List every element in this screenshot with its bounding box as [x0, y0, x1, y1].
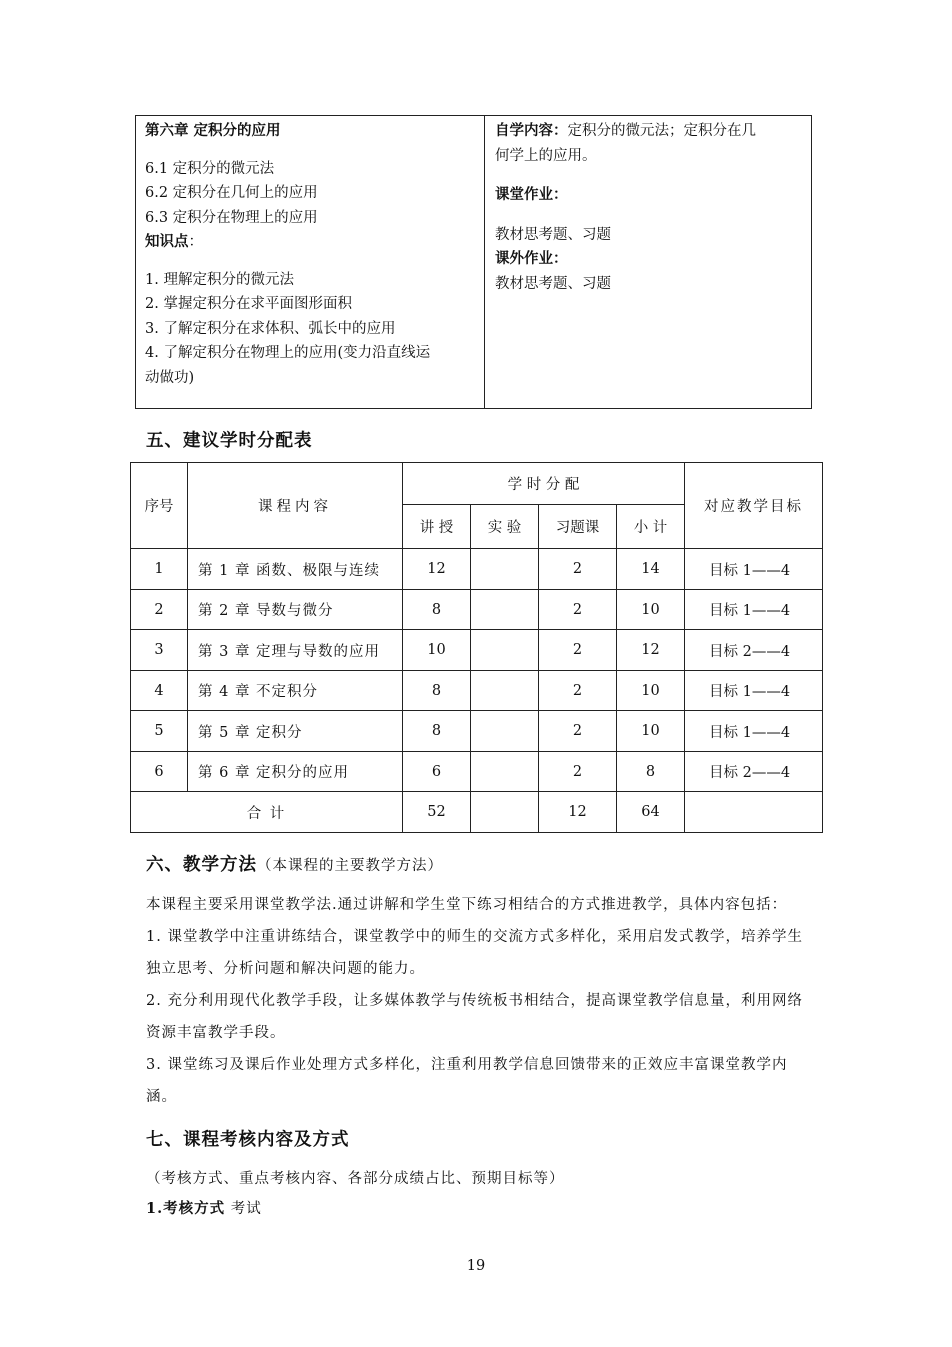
section6-title: 六、教学方法 — [146, 855, 257, 875]
knowledge-item: 动做功) — [145, 369, 195, 386]
row-exercise: 2 — [539, 671, 617, 711]
row-no: 2 — [131, 590, 188, 630]
header-goal: 对应教学目标 — [685, 463, 823, 549]
class-homework-label: 课堂作业： — [495, 186, 568, 203]
header-hours: 学 时 分 配 — [403, 463, 685, 505]
row-subtotal: 8 — [617, 752, 685, 792]
row-no: 6 — [131, 752, 188, 792]
self-study-text: 定积分的微元法；定积分在几 — [567, 123, 756, 139]
row-no: 1 — [131, 549, 188, 590]
section6-item: 3. 课堂练习及课后作业处理方式多样化，注重利用教学信息回馈带来的正效应丰富课堂教学内涵。 — [146, 1057, 788, 1105]
assessment-method — [146, 1194, 806, 1224]
section6-body — [146, 889, 806, 1113]
row-content: 第 4 章 不定积分 — [188, 671, 403, 711]
row-subtotal: 14 — [617, 549, 685, 590]
row-experiment — [471, 671, 539, 711]
row-lecture: 6 — [403, 752, 471, 792]
knowledge-item: 3. 了解定积分在求体积、弧长中的应用 — [145, 320, 396, 337]
row-lecture: 8 — [403, 711, 471, 752]
row-content: 第 6 章 定积分的应用 — [188, 752, 403, 792]
row-goal: 目标 2——4 — [685, 630, 823, 671]
row-exercise: 2 — [539, 711, 617, 752]
knowledge-colon: ： — [188, 234, 203, 250]
page-number: 19 — [466, 1258, 486, 1274]
row-content: 第 3 章 定理与导数的应用 — [188, 630, 403, 671]
section5-title: 五、建议学时分配表 — [146, 431, 313, 451]
table-row — [131, 590, 823, 630]
header-no: 序号 — [131, 463, 188, 549]
row-lecture: 8 — [403, 671, 471, 711]
row-lecture: 12 — [403, 549, 471, 590]
row-experiment — [471, 630, 539, 671]
row-goal: 目标 1——4 — [685, 549, 823, 590]
assessment-method-value: 考试 — [230, 1201, 262, 1217]
row-goal: 目标 1——4 — [685, 711, 823, 752]
row-subtotal: 10 — [617, 671, 685, 711]
total-label: 合 计 — [131, 792, 403, 833]
class-homework-text: 教材思考题、习题 — [495, 226, 611, 243]
section6-heading — [146, 851, 443, 876]
row-content: 第 5 章 定积分 — [188, 711, 403, 752]
section-item: 6.3 定积分在物理上的应用 — [145, 209, 318, 226]
section6-subtitle: （本课程的主要教学方法） — [257, 858, 443, 874]
hours-allocation-table — [130, 462, 823, 833]
header-subtotal: 小 计 — [617, 505, 685, 549]
knowledge-label: 知识点 — [145, 233, 189, 250]
header-experiment: 实 验 — [471, 505, 539, 549]
total-goal — [685, 792, 823, 833]
row-exercise: 2 — [539, 549, 617, 590]
row-no: 5 — [131, 711, 188, 752]
row-exercise: 2 — [539, 752, 617, 792]
total-exercise: 12 — [539, 792, 617, 833]
table-row — [131, 711, 823, 752]
row-exercise: 2 — [539, 630, 617, 671]
chapter6-study-cell — [485, 116, 811, 408]
row-no: 4 — [131, 671, 188, 711]
row-experiment — [471, 549, 539, 590]
header-exercise: 习题课 — [539, 505, 617, 549]
row-goal: 目标 1——4 — [685, 590, 823, 630]
total-subtotal: 64 — [617, 792, 685, 833]
row-subtotal: 12 — [617, 630, 685, 671]
knowledge-item: 2. 掌握定积分在求平面图形面积 — [145, 296, 352, 312]
table-row — [131, 630, 823, 671]
table-total-row — [131, 792, 823, 833]
row-goal: 目标 1——4 — [685, 671, 823, 711]
knowledge-item: 1. 理解定积分的微元法 — [145, 271, 294, 288]
row-experiment — [471, 752, 539, 792]
row-subtotal: 10 — [617, 711, 685, 752]
header-lecture: 讲 授 — [403, 505, 471, 549]
row-lecture: 10 — [403, 630, 471, 671]
row-no: 3 — [131, 630, 188, 671]
section6-item: 1. 课堂教学中注重讲练结合，课堂教学中的师生的交流方式多样化，采用启发式教学，培养学生独立思考、分析问题和解决问题的能力。 — [146, 929, 803, 977]
section6-intro: 本课程主要采用课堂教学法.通过讲解和学生堂下练习相结合的方式推进教学，具体内容包括： — [146, 897, 788, 913]
after-homework-text: 教材思考题、习题 — [495, 275, 611, 292]
self-study-text-cont: 何学上的应用。 — [495, 147, 597, 164]
self-study — [495, 119, 801, 144]
row-goal: 目标 2——4 — [685, 752, 823, 792]
header-content: 课程内容 — [188, 463, 403, 549]
row-lecture: 8 — [403, 590, 471, 630]
self-study-label: 自学内容： — [495, 122, 568, 139]
assessment-method-label: 1.考核方式 — [146, 1200, 226, 1217]
section-item: 6.2 定积分在几何上的应用 — [145, 185, 318, 201]
section7-body — [146, 1164, 806, 1224]
row-content: 第 1 章 函数、极限与连续 — [188, 549, 403, 590]
section7-title: 七、课程考核内容及方式 — [146, 1130, 350, 1150]
row-experiment — [471, 711, 539, 752]
section7-note: （考核方式、重点考核内容、各部分成绩占比、预期目标等） — [146, 1171, 565, 1187]
table-row — [131, 671, 823, 711]
total-lecture: 52 — [403, 792, 471, 833]
row-content: 第 2 章 导数与微分 — [188, 590, 403, 630]
table-row — [131, 549, 823, 590]
knowledge-heading — [145, 230, 474, 255]
chapter6-content-cell — [136, 116, 485, 408]
table-row — [131, 752, 823, 792]
knowledge-item: 4. 了解定积分在物理上的应用(变力沿直线运 — [145, 345, 431, 361]
row-experiment — [471, 590, 539, 630]
chapter6-title: 第六章 定积分的应用 — [145, 122, 281, 139]
after-homework-label: 课外作业： — [495, 250, 568, 267]
chapter6-box — [135, 115, 812, 409]
row-subtotal: 10 — [617, 590, 685, 630]
section-item: 6.1 定积分的微元法 — [145, 160, 275, 177]
row-exercise: 2 — [539, 590, 617, 630]
section6-item: 2. 充分利用现代化教学手段，让多媒体教学与传统板书相结合，提高课堂教学信息量，利用网络资源丰富教学手段。 — [146, 993, 803, 1041]
total-experiment — [471, 792, 539, 833]
